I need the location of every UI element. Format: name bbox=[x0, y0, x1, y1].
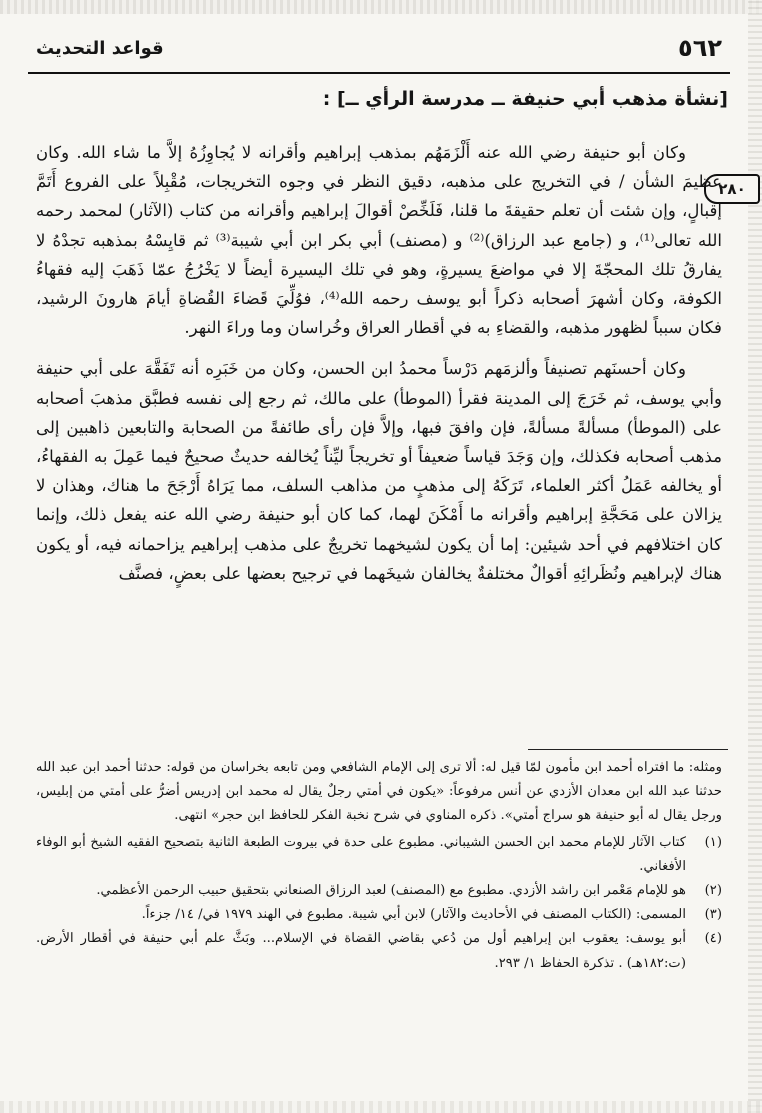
footnote-3 bbox=[36, 903, 722, 927]
running-title: قواعد التحديث bbox=[36, 38, 164, 59]
scan-edge-right bbox=[748, 0, 762, 1113]
footnote-number: (٤) bbox=[704, 931, 722, 947]
footnote-text: هو للإمام مَعْمر ابن راشد الأزدي. مطبوع مع (المصنف) لعبد الرزاق الصنعاني بتحقيق حبيب الرحمن الأعظمي. bbox=[96, 883, 686, 899]
footnote-2 bbox=[36, 879, 722, 903]
footnote-continuation: ومثله: ما افتراه أحمد ابن مأمون لمّا قيل له: ألا ترى إلى الإمام الشافعي ومن تابعه بخراسان من قوله: حدثنا أحمد ابن عبد الله حدثنا عبد الله ابن معدان الأزدي عن أنس مرفوعاً: «يكون في أمتي رجلٌ يقال له محمد ابن إدريس أضرُّ على أمتي من إبليس، ورجل يقال له أبو حنيفة هو سراج أمتي». ذكره المناوي في شرح نخبة الفكر للحافظ ابن حجر» انتهى. bbox=[36, 760, 722, 824]
page-header bbox=[28, 30, 730, 74]
footnotes bbox=[36, 756, 722, 976]
footnote-4 bbox=[36, 927, 722, 975]
page-number: ٥٦٢ bbox=[678, 34, 722, 62]
scan-edge-bottom bbox=[0, 1101, 762, 1113]
footnote-text: المسمى: (الكتاب المصنف في الأحاديث والآثار) لابن أبي شيبة. مطبوع في الهند ١٩٧٩ في/ ١٤/ جزءاً. bbox=[141, 907, 686, 923]
section-title: [نشأة مذهب أبي حنيفة ــ مدرسة الرأي ــ] : bbox=[322, 88, 728, 110]
footnote-1 bbox=[36, 831, 722, 879]
footnote-number: (٣) bbox=[704, 907, 722, 923]
footnote-text: أبو يوسف: يعقوب ابن إبراهيم أول من دُعي بقاضي القضاة في الإسلام... وبَثَّ علم أبي حنيفة في أقطار الأرض. (ت:١٨٢هـ) . تذكرة الحفاظ ١/ ٢٩٣. bbox=[36, 931, 686, 971]
paragraph-1: وكان أبو حنيفة رضي الله عنه أَلْزَمَهُم بمذهب إبراهيم وأقرانه لا يُجاوِزُهُ إلاَّ ما شاء الله. وكان عظيمَ الشأن / في التخريج على مذهبه، دقيق النظر في وجوه التخريجات، مُقْبِلاً على الفروع أَتَمَّ إقبالٍ، وإن شئت أن تعلم حقيقةَ ما قلنا، فَلَخِّصْ أقوالَ إبراهيم وأقرانه من كتاب (الآثار) لمحمد رحمه الله تعالى⁽¹⁾، و (جامع عبد الرزاق)⁽²⁾ و (مصنف) أبي بكر ابن أبي شيبة⁽³⁾ ثم قايِسْهُ بمذهبه تجدْهُ لا يفارقُ تلك المحجّةَ إلا في مواضعَ يسيرةٍ، وهو في تلك اليسيرة أيضاً لا يَخْرُجُ عمّا ذَهَبَ إليه فقهاءُ الكوفة، وكان أشهرَ أصحابه ذكراً أبو يوسف رحمه الله⁽⁴⁾، فوُلِّيَ قَضاءَ القُضاةِ أيامَ هارونَ الرشيد، فكان سبباً لظهور مذهبه، والقضاءِ به في أقطار العراق وخُراسان وما وراءَ النهر. bbox=[36, 143, 722, 338]
scan-edge-top bbox=[0, 0, 762, 14]
footnote-text: كتاب الآثار للإمام محمد ابن الحسن الشيباني. مطبوع على حدة في بيروت الطبعة الثانية بتصحيح الفقيه الشيخ أبو الوفاء الأفغاني. bbox=[36, 834, 686, 874]
footnote-separator bbox=[528, 749, 728, 750]
main-text bbox=[36, 138, 722, 588]
header-rule bbox=[28, 72, 730, 74]
footnote-number: (٢) bbox=[704, 883, 722, 899]
footnote-number: (١) bbox=[704, 834, 722, 850]
paragraph-2: وكان أحسنَهم تصنيفاً وألزمَهم دَرْساً محمدُ ابن الحسن، وكان من خَبَرِه أنه تَفَقَّهَ على أبي حنيفة وأبي يوسف، ثم خَرَجَ إلى المدينة فقرأ (الموطأ) على مالك، ثم رجع إلى نفسه فطبَّق مذهبَ أصحابه على (الموطأ) مسألةً مسألةً، فإن وافقَ فبها، وإلاَّ فإن رأى طائفةً من الصحابة والتابعين ذاهبين إلى مذهب أصحابه فكذلك، وإن وَجَدَ قياساً ضعيفاً أو تخريجاً ليِّناً يُخالفه حديثٌ صحيحٌ فيما عَمِلَ به الفقهاءُ، أو يخالفه عَمَلُ أكثر العلماء، تَرَكَهُ إلى مذهبٍ من مذاهب السلف، مما يَرَاهُ أَرْجَحَ ما هناك، وهذان لا يزالان على مَحَجَّةِ إبراهيم وأقرانه ما أَمْكَنَ لهما، كما كان أبو حنيفة رضي الله عنه يفعل ذلك، وإنما كان اختلافهم في أحد شيئين: إما أن يكون لشيخهما تخريجٌ على مذهب إبراهيم يزاحمانه فيه، أو يكون هناك لإبراهيم ونُظَرائِهِ أقوالٌ مختلفةٌ يخالفان شيخَهما في ترجيح بعضها على بعضٍ، فصنَّف bbox=[36, 359, 722, 583]
marginal-paragraph-number: ٢٨٠ bbox=[704, 174, 760, 204]
